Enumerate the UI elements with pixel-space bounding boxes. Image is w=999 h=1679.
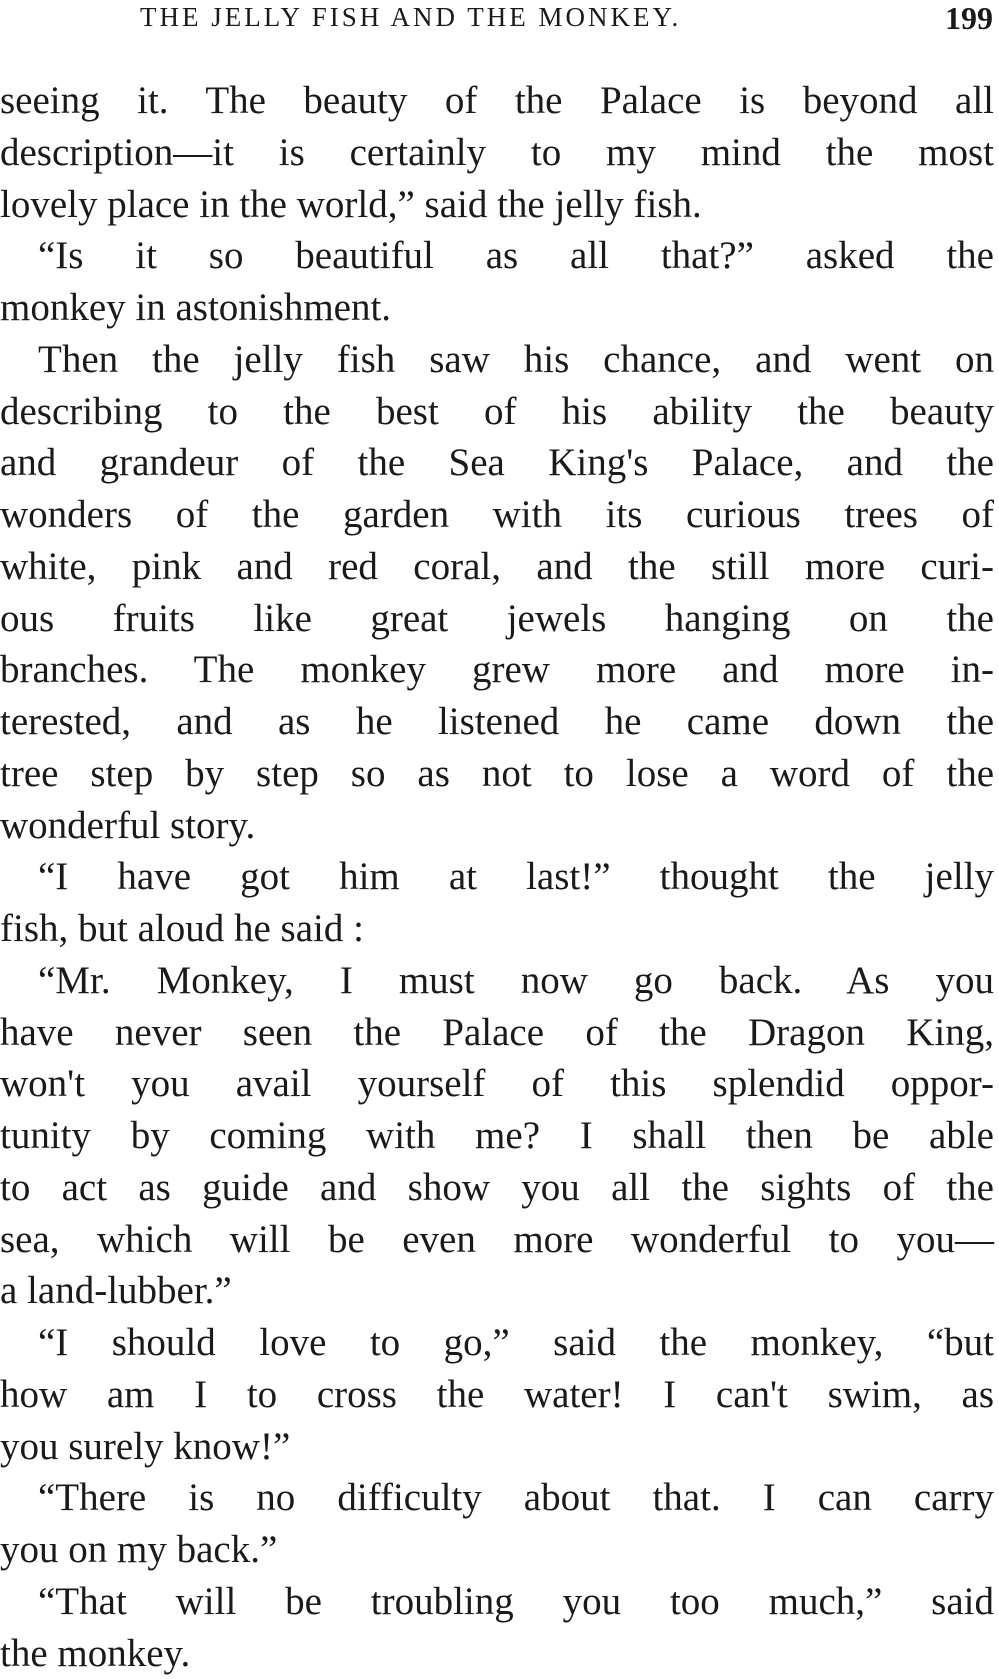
text-line: “There is no difficulty about that. I can carry	[38, 1476, 994, 1520]
text-line: terested, and as he listened he came down the	[0, 700, 994, 743]
text-line: wonders of the garden with its curious trees of	[0, 493, 994, 536]
text-line: “I should love to go,” said the monkey, “but	[38, 1321, 994, 1364]
text-line: the monkey.	[0, 1631, 191, 1675]
text-line: branches. The monkey grew more and more in-	[0, 648, 994, 692]
text-line: “Is it so beautiful as all that?” asked the	[38, 234, 994, 278]
text-line: you on my back.”	[0, 1528, 278, 1571]
text-line: Then the jelly fish saw his chance, and went on	[38, 337, 994, 381]
page-header	[0, 0, 999, 40]
text-line: describing to the best of his ability the beauty	[0, 389, 994, 433]
text-line: to act as guide and show you all the sights of the	[0, 1165, 994, 1209]
text-line: have never seen the Palace of the Dragon King,	[0, 1010, 994, 1054]
text-line: a land-lubber.”	[0, 1269, 232, 1313]
text-line: description—it is certainly to my mind the most	[0, 130, 994, 174]
text-line: “Mr. Monkey, I must now go back. As you	[38, 958, 994, 1002]
page-number: 199	[945, 0, 993, 36]
text-line: wonderful story.	[0, 803, 256, 847]
body-text	[0, 75, 994, 1679]
text-line: how am I to cross the water! I can't swim, as	[0, 1372, 994, 1416]
text-line: sea, which will be even more wonderful to you—	[0, 1217, 994, 1261]
text-line: tree step by step so as not to lose a word of the	[0, 751, 994, 795]
text-line: seeing it. The beauty of the Palace is beyond all	[0, 79, 994, 122]
text-line: tunity by coming with me? I shall then be able	[0, 1114, 994, 1157]
text-line: monkey in astonishment.	[0, 286, 392, 329]
text-line: ous fruits like great jewels hanging on the	[0, 596, 994, 640]
text-line: and grandeur of the Sea King's Palace, and the	[0, 441, 994, 485]
text-line: “That will be troubling you too much,” said	[38, 1579, 994, 1623]
text-line: lovely place in the world,” said the jelly fish.	[0, 182, 702, 226]
text-line: won't you avail yourself of this splendid oppor-	[0, 1062, 994, 1106]
text-line: fish, but aloud he said :	[0, 907, 364, 950]
text-line: white, pink and red coral, and the still more curi-	[0, 544, 994, 588]
running-title: THE JELLY FISH AND THE MONKEY.	[140, 2, 682, 32]
text-line: “I have got him at last!” thought the jelly	[38, 855, 994, 899]
text-line: you surely know!”	[0, 1424, 291, 1468]
